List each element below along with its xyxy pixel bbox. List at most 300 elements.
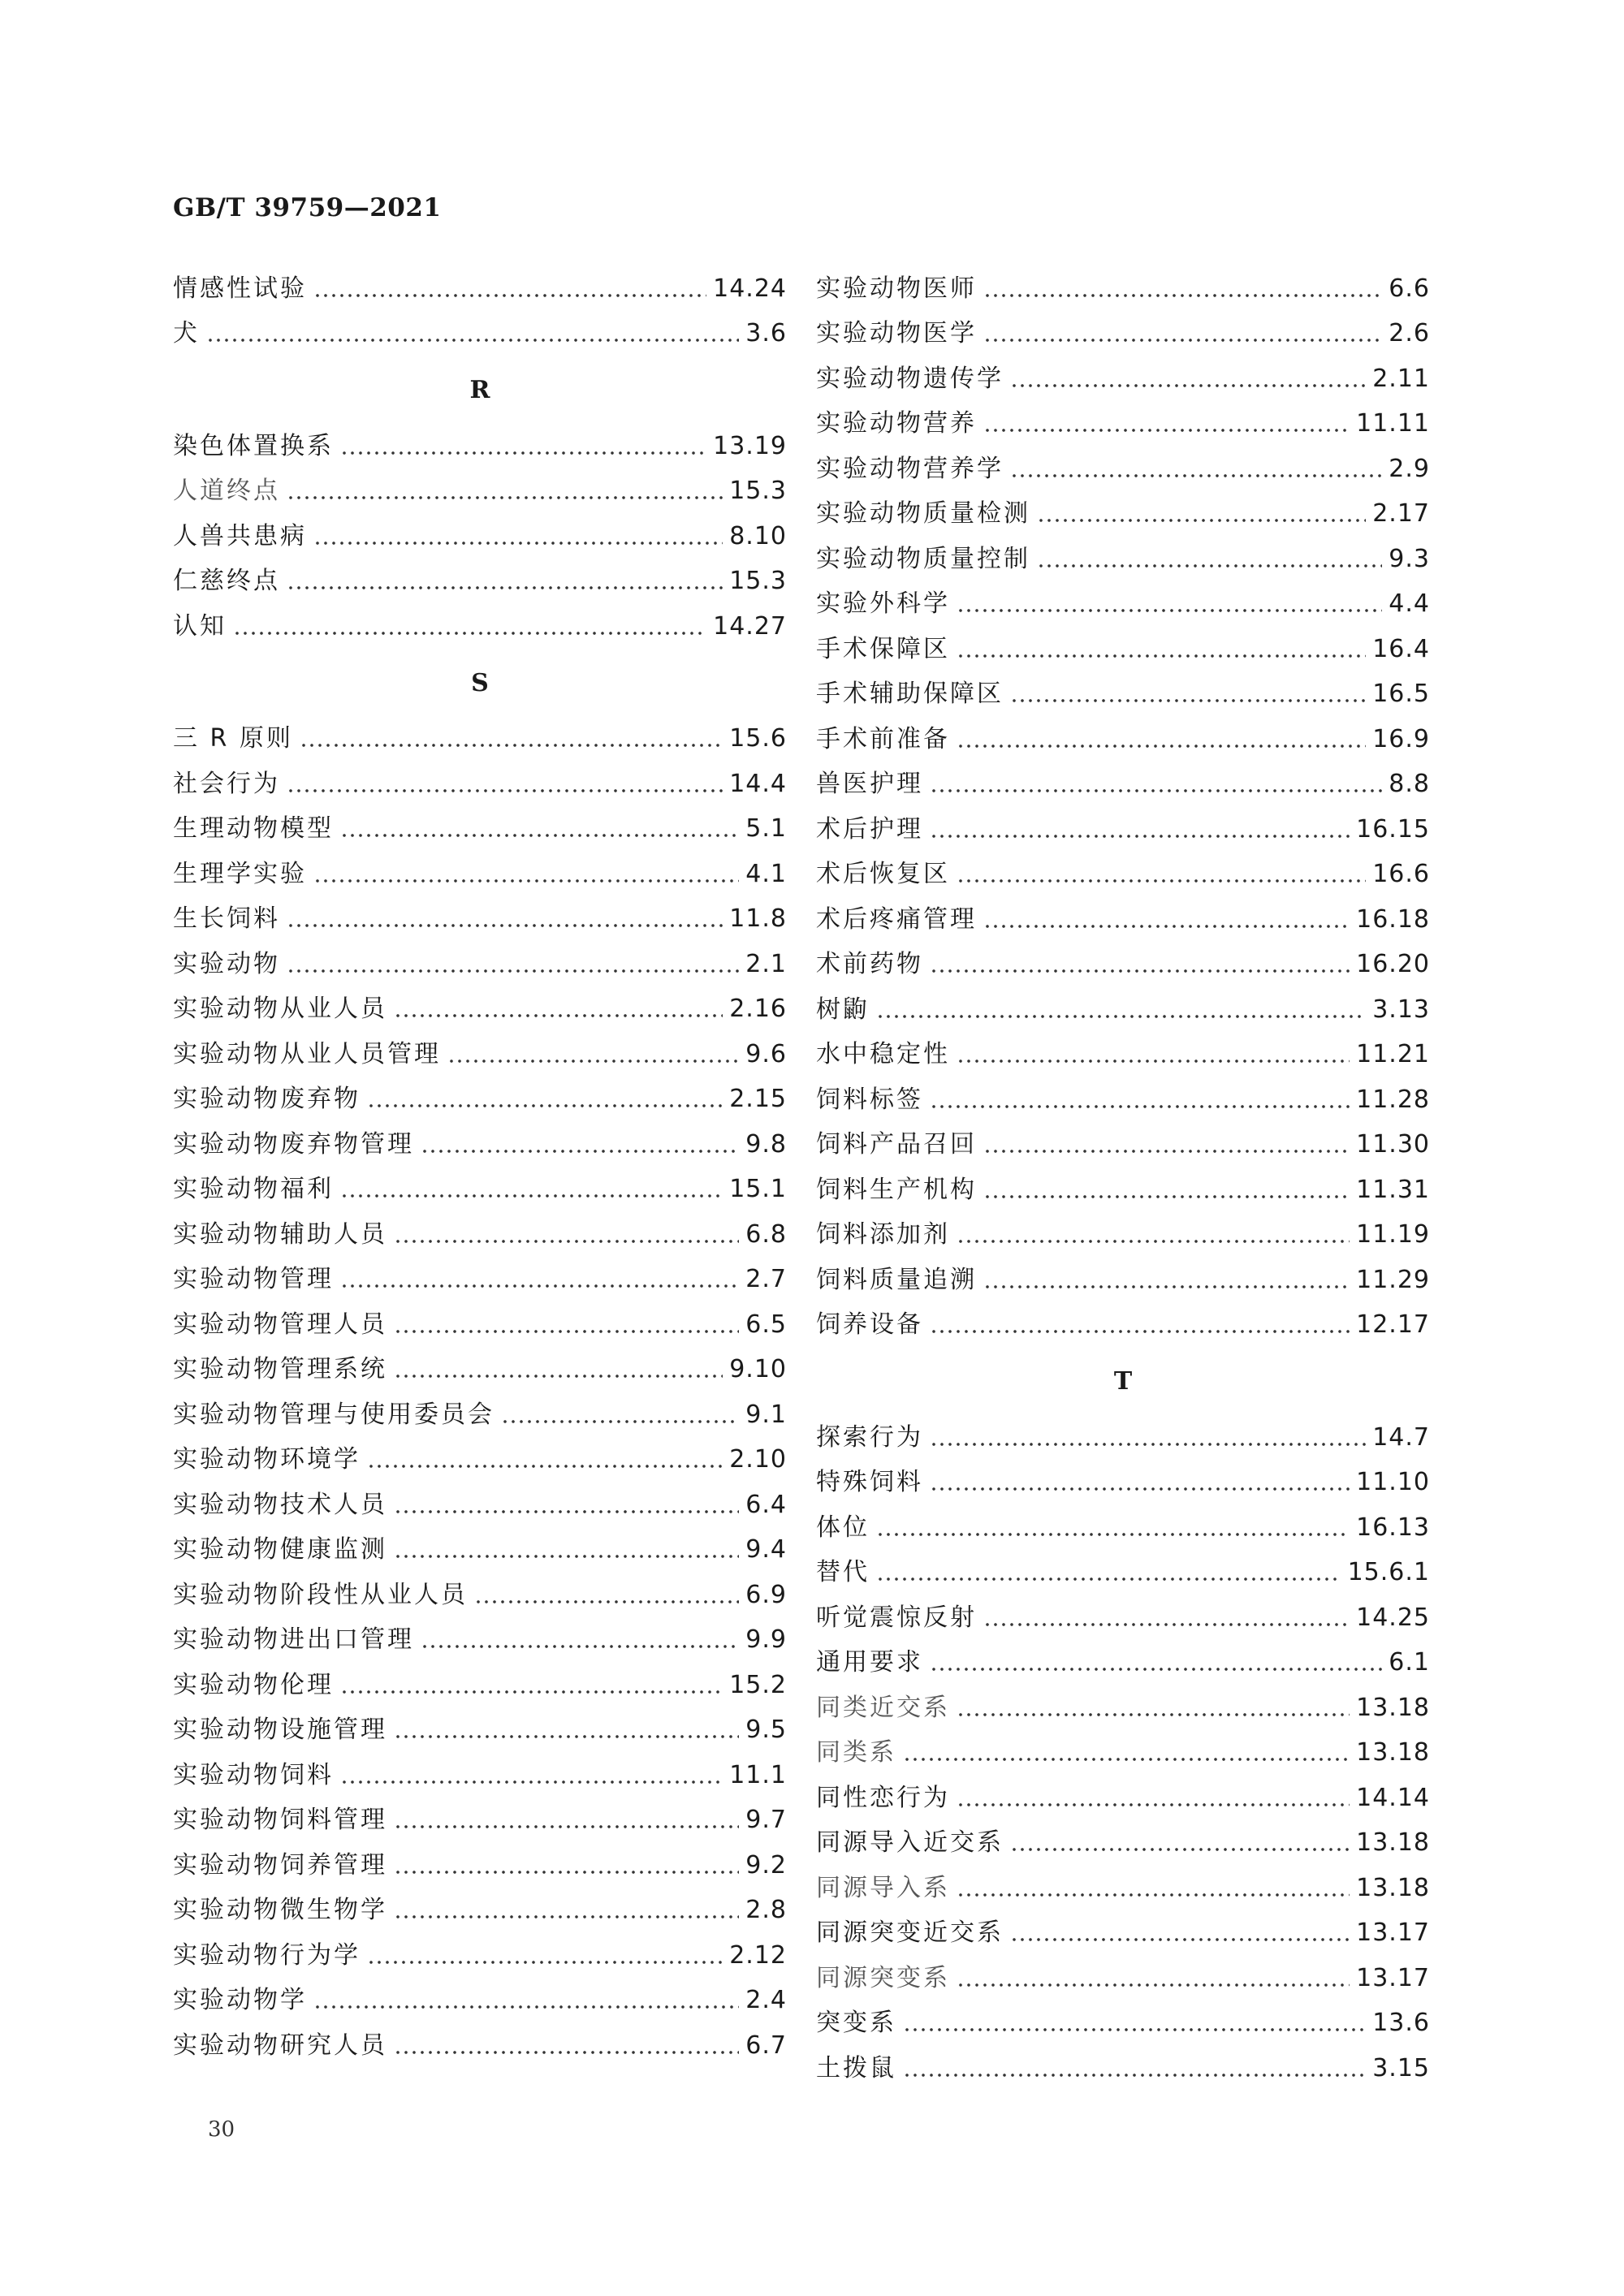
index-entry [816,356,1430,402]
entry-term: 兽医护理 [816,770,923,799]
dot-leader [930,1313,1350,1337]
dot-leader [957,1042,1350,1067]
entry-term: 实验动物饲料管理 [173,1806,387,1835]
dot-leader [287,772,723,796]
index-entry [816,627,1430,672]
entry-term: 三 R 原则 [173,724,293,753]
entry-term: 实验动物营养学 [816,454,1004,483]
index-entry [816,1956,1430,2001]
dot-leader [1010,682,1366,706]
entry-number: 9.3 [1389,544,1430,573]
entry-term: 饲料质量追溯 [816,1265,977,1294]
index-entry [173,312,787,357]
entry-term: 情感性试验 [173,274,307,303]
index-entry [816,1258,1430,1303]
entry-number: 6.8 [745,1219,787,1249]
dot-leader [876,998,1366,1022]
entry-number: 2.7 [745,1265,787,1294]
entry-term: 同类近交系 [816,1693,950,1722]
dot-leader [876,1516,1350,1540]
entry-number: 9.2 [745,1850,787,1880]
entry-term: 手术辅助保障区 [816,680,1004,709]
index-entry [816,943,1430,988]
dot-leader [930,1426,1366,1450]
dot-leader [340,434,706,459]
index-entry [816,1213,1430,1258]
entry-number: 6.7 [745,2031,787,2060]
index-entry [816,1303,1430,1349]
dot-leader [394,1357,723,1382]
dot-leader [313,1988,739,2013]
dot-leader [1037,502,1366,526]
index-entry [816,1641,1430,1686]
entry-term: 饲料标签 [816,1085,923,1114]
index-entry [173,762,787,807]
index-entry [173,1302,787,1348]
dot-leader [394,1718,739,1742]
entry-number: 11.19 [1356,1220,1430,1249]
entry-number: 14.24 [713,274,787,303]
entry-term: 实验动物微生物学 [173,1896,387,1925]
index-entry [816,1776,1430,1821]
index-entry [816,1415,1430,1461]
entry-number: 9.8 [745,1129,787,1159]
entry-term: 实验动物遗传学 [816,364,1004,393]
entry-number: 11.1 [729,1760,787,1789]
dot-leader [394,1223,739,1247]
entry-term: 同源导入近交系 [816,1828,1004,1858]
entry-number: 11.11 [1356,409,1430,438]
entry-number: 2.1 [745,949,787,978]
entry-term: 实验动物环境学 [173,1445,361,1474]
dot-leader [1010,367,1366,391]
dot-leader [340,817,739,841]
dot-leader [340,1673,723,1698]
dot-leader [501,1403,739,1427]
index-entry [816,762,1430,808]
dot-leader [930,952,1350,977]
entry-term: 手术保障区 [816,634,950,663]
dot-leader [421,1628,739,1652]
index-column-right [816,266,1430,2091]
index-entry [173,1392,787,1438]
entry-term: 实验动物质量控制 [816,544,1030,573]
entry-term: 实验动物进出口管理 [173,1625,414,1655]
entry-term: 土拨鼠 [816,2053,896,2082]
dot-leader [394,1493,739,1517]
entry-number: 9.10 [729,1355,787,1384]
index-entry [816,1911,1430,1957]
entry-number: 3.13 [1372,995,1430,1024]
entry-term: 实验动物学 [173,1986,307,2015]
dot-leader [983,1606,1350,1630]
dot-leader [394,1854,739,1878]
dot-leader [394,997,723,1021]
entry-term: 突变系 [816,2009,896,2038]
index-entry [173,266,787,312]
index-entry [173,1528,787,1573]
entry-number: 2.10 [729,1445,787,1474]
entry-term: 同类系 [816,1738,896,1767]
section-letter: S [471,668,489,697]
entry-number: 13.19 [713,431,787,460]
entry-term: 实验动物废弃物管理 [173,1129,414,1159]
entry-term: 体位 [816,1513,870,1542]
entry-number: 12.17 [1356,1310,1430,1340]
dot-leader [983,1178,1350,1202]
index-entry [173,424,787,469]
dot-leader [287,952,739,977]
dot-leader [1010,457,1382,481]
entry-term: 实验动物营养 [816,409,977,438]
entry-number: 11.10 [1356,1468,1430,1497]
standard-number: GB/T 39759—2021 [173,193,442,222]
index-entry [816,987,1430,1033]
index-entry [173,1212,787,1258]
index-entry [173,1663,787,1708]
entry-number: 2.6 [1389,319,1430,348]
entry-number: 9.1 [745,1400,787,1429]
dot-leader [903,2011,1366,2035]
index-column-left [173,266,787,2069]
entry-term: 饲料产品召回 [816,1130,977,1159]
entry-term: 同源导入系 [816,1873,950,1902]
entry-term: 手术前准备 [816,724,950,753]
dot-leader [287,907,723,931]
dot-leader [903,1741,1350,1765]
index-entry [816,2001,1430,2047]
dot-leader [930,1651,1382,1675]
entry-term: 实验动物管理人员 [173,1310,387,1339]
index-entry [816,897,1430,943]
index-entry [173,2023,787,2069]
entry-number: 6.4 [745,1490,787,1519]
entry-term: 水中稳定性 [816,1040,950,1069]
entry-number: 9.7 [745,1806,787,1835]
dot-leader [206,322,739,346]
dot-leader [287,479,723,503]
dot-leader [957,1786,1350,1810]
entry-number: 9.6 [745,1039,787,1068]
dot-leader [903,2056,1366,2081]
entry-number: 15.3 [729,567,787,596]
entry-term: 树鼩 [816,995,870,1024]
entry-number: 6.6 [1389,274,1430,303]
index-entry [173,1618,787,1664]
index-entry [816,492,1430,537]
entry-term: 实验动物医学 [816,319,977,348]
dot-leader [340,1177,723,1202]
index-entry [173,1573,787,1618]
index-entry [816,1505,1430,1551]
dot-leader [957,1696,1350,1720]
index-entry [173,987,787,1033]
entry-number: 11.30 [1356,1130,1430,1159]
entry-term: 实验动物福利 [173,1175,334,1204]
dot-leader [340,1763,723,1788]
index-entry [173,942,787,987]
dot-leader [957,637,1366,662]
entry-number: 13.18 [1356,1738,1430,1767]
entry-number: 16.18 [1356,904,1430,934]
entry-term: 实验动物从业人员管理 [173,1039,441,1068]
entry-number: 2.9 [1389,454,1430,483]
index-entry [173,717,787,762]
dot-leader [287,569,723,593]
entry-term: 术后疼痛管理 [816,904,977,934]
dot-leader [447,1042,739,1067]
entry-term: 饲料生产机构 [816,1175,977,1204]
entry-number: 14.4 [729,769,787,798]
entry-number: 2.11 [1372,364,1430,393]
entry-number: 15.3 [729,477,787,506]
dot-leader [1037,547,1382,572]
entry-term: 实验动物管理与使用委员会 [173,1400,495,1429]
entry-number: 9.4 [745,1535,787,1564]
entry-number: 11.21 [1356,1040,1430,1069]
dot-leader [930,772,1382,796]
index-entry [816,717,1430,762]
entry-term: 实验动物设施管理 [173,1716,387,1745]
index-entry [173,1888,787,1934]
entry-number: 8.10 [729,521,787,550]
entry-number: 2.4 [745,1986,787,2015]
entry-term: 实验动物管理 [173,1265,334,1294]
entry-term: 犬 [173,319,200,348]
index-entry [816,852,1430,898]
dot-leader [957,592,1382,616]
dot-leader [474,1583,739,1608]
index-entry [173,1348,787,1393]
entry-number: 11.28 [1356,1085,1430,1114]
entry-term: 实验动物伦理 [173,1670,334,1699]
entry-term: 实验动物 [173,949,280,978]
dot-leader [367,1087,723,1111]
index-entry [816,537,1430,582]
entry-term: 听觉震惊反射 [816,1603,977,1632]
dot-leader [313,277,706,301]
entry-number: 2.15 [729,1085,787,1114]
section-letter: R [469,376,490,404]
entry-number: 16.6 [1372,860,1430,889]
entry-term: 同性恋行为 [816,1783,950,1812]
index-entry [816,447,1430,492]
entry-number: 9.9 [745,1625,787,1655]
dot-leader [367,1944,723,1968]
index-entry [816,1461,1430,1506]
page-number: 30 [208,2117,235,2142]
index-entry [173,1122,787,1167]
dot-leader [983,412,1350,436]
dot-leader [930,1088,1350,1112]
index-entry [173,1979,787,2024]
entry-number: 15.2 [729,1670,787,1699]
entry-term: 认知 [173,611,227,641]
entry-number: 3.15 [1372,2053,1430,2082]
dot-leader [1010,1921,1350,1945]
entry-term: 同源突变系 [816,1963,950,1992]
index-entry [173,1077,787,1123]
entry-term: 实验动物辅助人员 [173,1219,387,1249]
index-entry [173,1482,787,1528]
entry-term: 生理学实验 [173,859,307,888]
entry-number: 11.8 [729,904,787,934]
index-entry [816,1595,1430,1641]
entry-term: 替代 [816,1558,870,1587]
entry-number: 14.25 [1356,1603,1430,1632]
entry-term: 术后护理 [816,814,923,844]
entry-number: 13.17 [1356,1963,1430,1992]
dot-leader [394,1808,739,1832]
dot-leader [957,1966,1350,1991]
index-entry [173,1167,787,1213]
dot-leader [313,862,739,887]
entry-term: 实验动物质量检测 [816,499,1030,529]
entry-term: 生理动物模型 [173,814,334,844]
dot-leader [394,1898,739,1923]
entry-number: 4.1 [745,859,787,888]
dot-leader [957,862,1366,887]
dot-leader [957,1876,1350,1901]
entry-number: 15.6.1 [1347,1558,1430,1587]
section-letter: T [1113,1367,1133,1396]
entry-number: 11.29 [1356,1265,1430,1294]
dot-leader [983,322,1382,346]
index-entry [816,1033,1430,1078]
entry-term: 实验动物饲料 [173,1760,334,1789]
dot-leader [394,1538,739,1562]
entry-number: 14.7 [1372,1422,1430,1452]
index-entry [173,469,787,515]
entry-term: 实验外科学 [816,589,950,619]
dot-leader [421,1133,739,1157]
entry-number: 16.15 [1356,814,1430,844]
entry-number: 16.5 [1372,680,1430,709]
index-entry [816,1077,1430,1123]
entry-number: 14.14 [1356,1783,1430,1812]
entry-term: 社会行为 [173,769,280,798]
entry-number: 13.17 [1356,1918,1430,1948]
entry-number: 2.8 [745,1896,787,1925]
entry-number: 15.1 [729,1175,787,1204]
entry-term: 同源突变近交系 [816,1918,1004,1948]
entry-number: 6.9 [745,1580,787,1609]
entry-term: 实验动物研究人员 [173,2031,387,2060]
index-entry [173,1933,787,1979]
index-entry [816,1551,1430,1596]
entry-term: 实验动物健康监测 [173,1535,387,1564]
index-entry [173,559,787,605]
index-entry [173,852,787,897]
entry-number: 13.18 [1356,1828,1430,1858]
index-entry [816,2046,1430,2091]
dot-leader [313,524,723,549]
index-entry [816,402,1430,447]
entry-number: 16.9 [1372,724,1430,753]
entry-number: 2.17 [1372,499,1430,529]
index-entry [816,1123,1430,1168]
entry-term: 饲料添加剂 [816,1220,950,1249]
entry-number: 2.16 [729,995,787,1024]
entry-term: 实验动物行为学 [173,1940,361,1970]
entry-term: 实验动物从业人员 [173,995,387,1024]
entry-term: 实验动物废弃物 [173,1085,361,1114]
entry-term: 术后恢复区 [816,860,950,889]
index-entry [816,1821,1430,1867]
index-entry [173,514,787,559]
index-entry [816,1731,1430,1776]
entry-term: 人兽共患病 [173,521,307,550]
entry-number: 8.8 [1389,770,1430,799]
entry-number: 14.27 [713,611,787,641]
dot-leader [930,818,1350,842]
entry-number: 4.4 [1389,589,1430,619]
index-entry [173,1753,787,1798]
entry-term: 饲养设备 [816,1310,923,1340]
index-entry [816,807,1430,852]
entry-number: 16.4 [1372,634,1430,663]
dot-leader [983,908,1350,932]
entry-term: 染色体置换系 [173,431,334,460]
entry-number: 13.18 [1356,1693,1430,1722]
dot-leader [1010,1831,1350,1855]
entry-term: 实验动物管理系统 [173,1355,387,1384]
dot-leader [957,1223,1350,1247]
entry-number: 5.1 [745,814,787,844]
entry-term: 实验动物医师 [816,274,977,303]
dot-leader [983,1133,1350,1157]
entry-number: 11.31 [1356,1175,1430,1204]
index-entry [816,1167,1430,1213]
index-entry [173,1798,787,1844]
index-entry [173,1032,787,1077]
entry-term: 生长饲料 [173,904,280,934]
entry-number: 16.20 [1356,950,1430,979]
entry-number: 6.1 [1389,1648,1430,1677]
index-entry [173,1258,787,1303]
entry-term: 实验动物饲养管理 [173,1850,387,1880]
entry-term: 通用要求 [816,1648,923,1677]
entry-term: 术前药物 [816,950,923,979]
entry-number: 6.5 [745,1310,787,1339]
index-entry [173,807,787,852]
index-entry [173,1708,787,1754]
entry-number: 3.6 [745,319,787,348]
entry-number: 13.18 [1356,1873,1430,1902]
index-entry [816,266,1430,312]
entry-number: 2.12 [729,1940,787,1970]
entry-number: 9.5 [745,1716,787,1745]
dot-leader [394,1313,739,1337]
entry-number: 16.13 [1356,1513,1430,1542]
dot-leader [394,2034,739,2058]
index-entry [816,1866,1430,1911]
entry-term: 特殊饲料 [816,1468,923,1497]
index-entry [816,1685,1430,1731]
dot-leader [300,727,723,751]
index-entry [816,672,1430,718]
dot-leader [983,1268,1350,1293]
entry-number: 13.6 [1372,2009,1430,2038]
index-entry [173,604,787,650]
entry-number: 15.6 [729,724,787,753]
dot-leader [340,1267,739,1292]
dot-leader [233,615,706,639]
index-entry [173,1843,787,1888]
index-entry [173,1438,787,1483]
dot-leader [930,1470,1350,1495]
entry-term: 实验动物阶段性从业人员 [173,1580,468,1609]
